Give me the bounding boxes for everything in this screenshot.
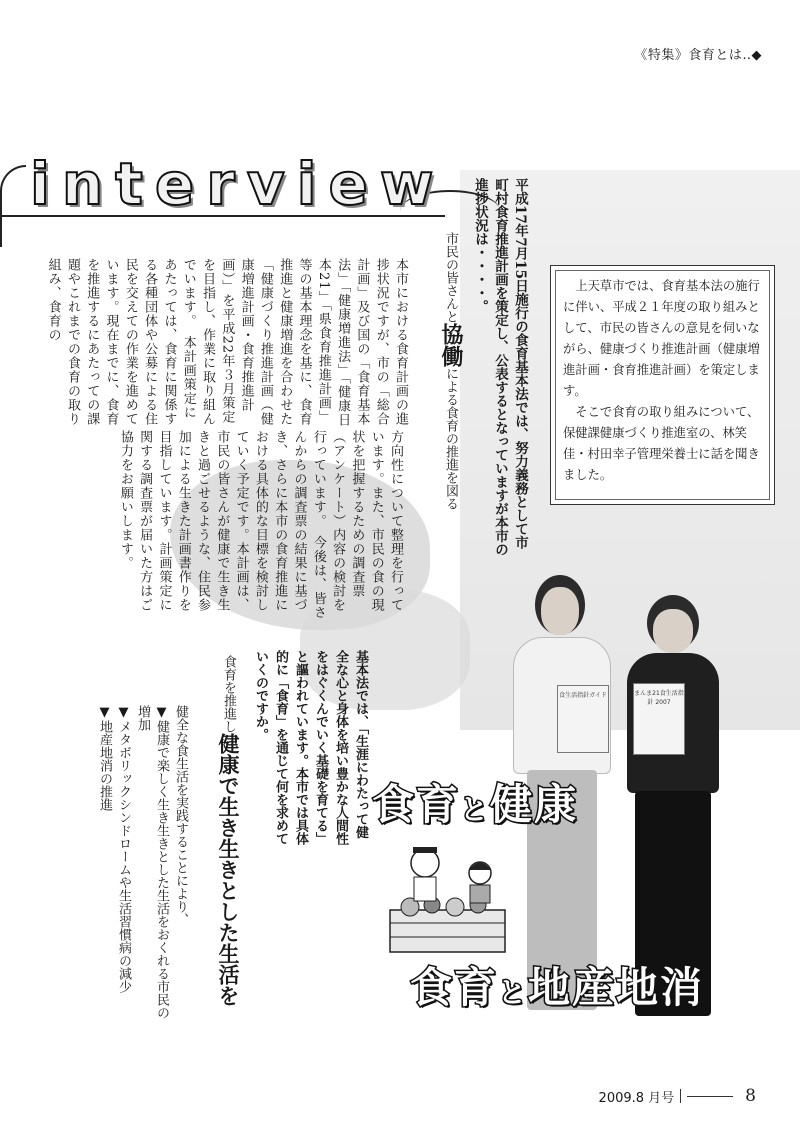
title-curve-decoration bbox=[0, 165, 26, 247]
info-paragraph-2: そこで食育の取り組みについて、保健課健康づくり推進室の、林笑佳・村田幸子管理栄養士に話を聞きました。 bbox=[563, 405, 760, 482]
subtitle-emphasis: 協働 bbox=[438, 323, 463, 367]
booklet-right: まんま21食生活指針 2007 bbox=[633, 683, 685, 755]
word-part: と bbox=[498, 976, 529, 1009]
subtitle-pre: 市民の皆さんと bbox=[443, 232, 458, 323]
bullet-list bbox=[95, 705, 190, 1025]
bullet-intro: 健全な食生活を実践することにより、 bbox=[173, 705, 188, 926]
page-footer bbox=[599, 1086, 756, 1106]
lead-text: 平成17年7月15日施行の食育基本法では、努力義務として市町村食育推進計画を策定し、公表するとなっていますが本市の進捗状況は・・・・。 bbox=[472, 178, 528, 556]
body-text-column-2: 方向性について整理を行っています。また、市民の食の現状を把握するための調査票（アンケート）内容の検討を行っています。 今後は、皆さんからの調査票の結果に基づき、さらに本市の食育推進における具体的な目標を検討していく予定です。本計画は、市民の皆さんが健康で生き生きと過ごせるような、住民参加による生きた計画書作りを目指しています。計画策定に関する調査票が届いた方はご協力をお願いします。 bbox=[117, 430, 403, 620]
section-subtitle bbox=[438, 232, 463, 532]
word-part: 食育 bbox=[372, 780, 461, 829]
list-item: ▼地産地消の推進 bbox=[97, 705, 112, 811]
interview-title: interview bbox=[30, 150, 446, 218]
face bbox=[653, 609, 693, 653]
word-part: 健康 bbox=[490, 780, 579, 829]
heading-small: 食育を推進し bbox=[221, 655, 236, 733]
info-box bbox=[550, 265, 775, 505]
body-text-column-1: 本市における食育計画の進捗状況ですが、市の「総合計画」及び国の「食育基本法」「健康増進法」「健康日本21」「県食育推進計画」等の基本理念を基に、食育推進と健康増進を合わせた「健康づくり推進計画（健康増進計画・食育推進計画）」を平成22年３月策定を目指し、作業に取り組んでいます。 本計画策定にあたっては、食育に関係する各種団体や公募による住民を交えての作業を進めています。現在までに、食育を推進するにあたっての課題やこれまでの食育の取り組み、食育の bbox=[45, 258, 408, 427]
word-part: 地産地消 bbox=[528, 963, 705, 1012]
issue-date: 2009.8 月号 bbox=[598, 1090, 675, 1106]
list-item: ▼健康で楽しく生き生きとした生活をおくれる市民の増加 bbox=[135, 705, 169, 1019]
heading-large: 健康で生き生きとした生活を bbox=[216, 733, 240, 1006]
section-heading bbox=[215, 655, 241, 1045]
footer-rule bbox=[687, 1096, 733, 1097]
list-item: ▼メタボリックシンドロームや生活習慣病の減少 bbox=[116, 705, 131, 993]
page-header: 《特集》食育とは‥◆ bbox=[634, 48, 762, 63]
page-number: 8 bbox=[745, 1086, 756, 1106]
face bbox=[541, 587, 579, 635]
graphic-word-food-health bbox=[372, 772, 578, 832]
subtitle-post: による食育の推進を図る bbox=[443, 367, 458, 510]
question-text: 基本法では、「生涯にわたって健全な心と身体を培い豊かな人間性をはぐくんでいく基礎を育てる」と謳われています。本市では具体的に「食育」を通じて何を求めていくのですか。 bbox=[253, 650, 368, 845]
vegetable-vendor-illustration bbox=[380, 835, 520, 955]
footer-divider bbox=[680, 1089, 681, 1103]
word-part: と bbox=[460, 793, 491, 826]
booklet-left: 食生活指針ガイド bbox=[557, 685, 609, 753]
graphic-word-food-local bbox=[410, 955, 704, 1015]
word-part: 食育 bbox=[410, 963, 499, 1012]
info-paragraph-1: 上天草市では、食育基本法の施行に伴い、平成２１年度の取り組みとして、市民の皆さんの意見を伺いながら、健康づくり推進計画（健康増進計画・食育推進計画）を策定します。 bbox=[563, 279, 760, 398]
